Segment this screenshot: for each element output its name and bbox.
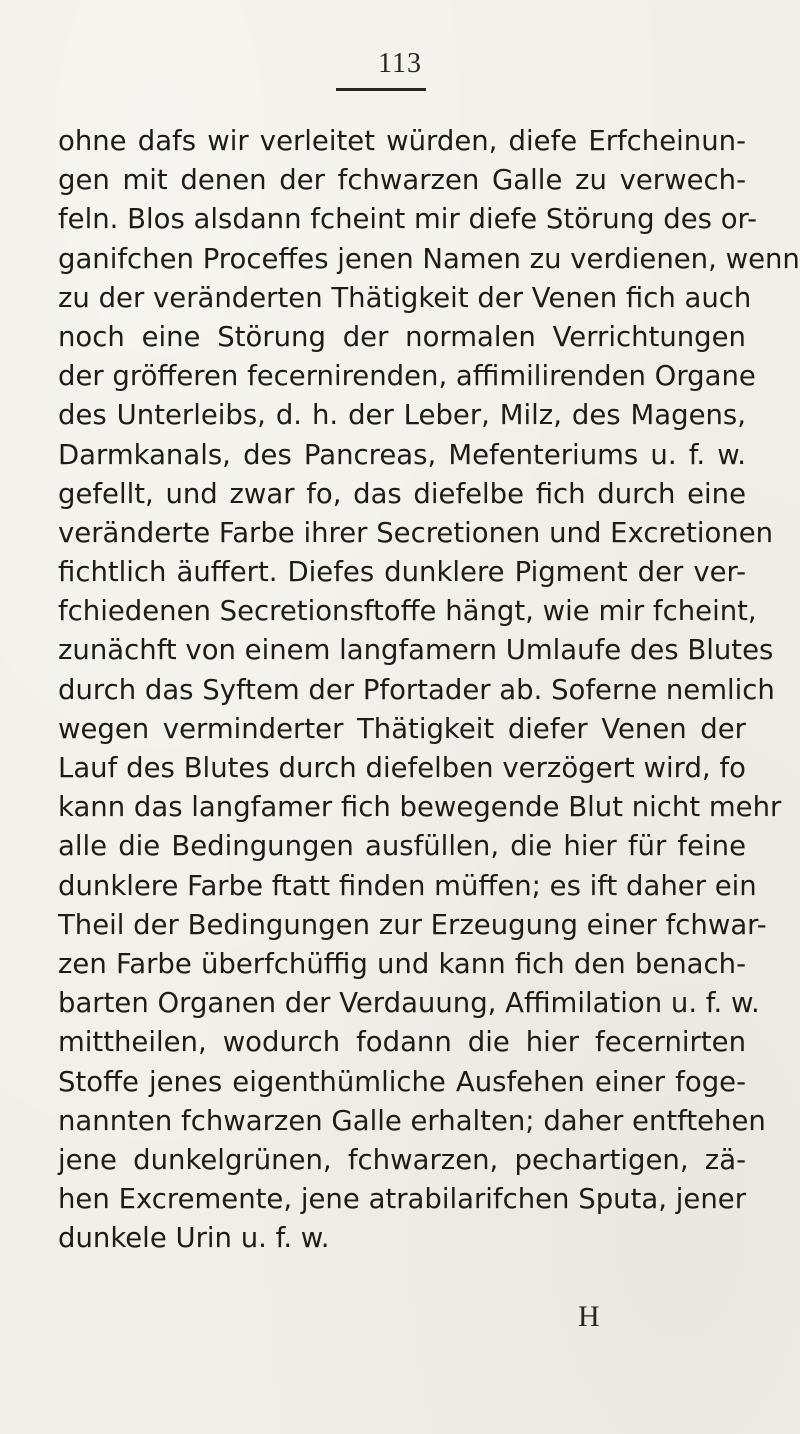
text-line: veränderte Farbe ihrer Secretionen und Excretionen xyxy=(58,516,774,549)
text-line: Lauf des Blutes durch diefelben verzögert wird, fo xyxy=(58,752,746,784)
text-line: Theil der Bedingungen zur Erzeugung einer fchwar- xyxy=(58,908,767,941)
text-line: barten Organen der Verdauung, Affimilation u. f. w. xyxy=(58,987,760,1020)
text-line: dunklere Farbe ftatt finden müffen; es ift daher ein xyxy=(58,869,757,902)
text-line: noch eine Störung der normalen Verrichtungen xyxy=(58,320,746,353)
text-line: hen Excremente, jene atrabilarifchen Sputa, jener xyxy=(58,1183,746,1216)
text-line: ganifchen Proceffes jenen Namen zu verdienen, wenn xyxy=(58,242,800,275)
catchword: H xyxy=(578,1300,600,1333)
text-line: des Unterleibs, d. h. der Leber, Milz, des Magens, xyxy=(58,399,746,432)
text-line: der gröfferen fecernirenden, affimilirenden Organe xyxy=(58,360,756,393)
text-line: fchiedenen Secretionsftoffe hängt, wie mir fcheint, xyxy=(58,595,757,628)
page-number: 113 xyxy=(378,48,422,79)
text-line: zunächft von einem langfamern Umlaufe des Blutes xyxy=(58,634,774,667)
text-line: zen Farbe überfchüffig und kann fich den benach- xyxy=(58,947,746,980)
text-line: fichtlich äuffert. Diefes dunklere Pigment der ver- xyxy=(58,556,746,589)
body-text xyxy=(58,122,800,1258)
text-line: zu der veränderten Thätigkeit der Venen fich auch xyxy=(58,281,752,314)
text-line: mittheilen, wodurch fodann die hier fecernirten xyxy=(58,1026,746,1059)
text-line: nannten fchwarzen Galle erhalten; daher entftehen xyxy=(58,1104,766,1137)
text-line: kann das langfamer fich bewegende Blut nicht mehr xyxy=(58,791,782,824)
text-line: alle die Bedingungen ausfüllen, die hier für feine xyxy=(58,830,746,863)
text-line: feln. Blos alsdann fcheint mir diefe Störung des or- xyxy=(58,203,758,236)
header-rule xyxy=(336,88,426,91)
text-line: gen mit denen der fchwarzen Galle zu verwech- xyxy=(58,164,746,197)
text-line: Darmkanals, des Pancreas, Mefenteriums u. f. w. xyxy=(58,438,746,471)
text-line: ohne dafs wir verleitet würden, diefe Erfcheinun- xyxy=(58,125,746,157)
text-line: dunkele Urin u. f. w. xyxy=(58,1222,330,1255)
text-line: jene dunkelgrünen, fchwarzen, pechartigen, zä- xyxy=(58,1143,746,1176)
text-line: Stoffe jenes eigenthümliche Ausfehen einer foge- xyxy=(58,1065,746,1098)
text-line: durch das Syftem der Pfortader ab. Soferne nemlich xyxy=(58,673,775,706)
text-line: wegen verminderter Thätigkeit diefer Venen der xyxy=(58,712,746,745)
text-line: gefellt, und zwar fo, das diefelbe fich durch eine xyxy=(58,477,746,510)
